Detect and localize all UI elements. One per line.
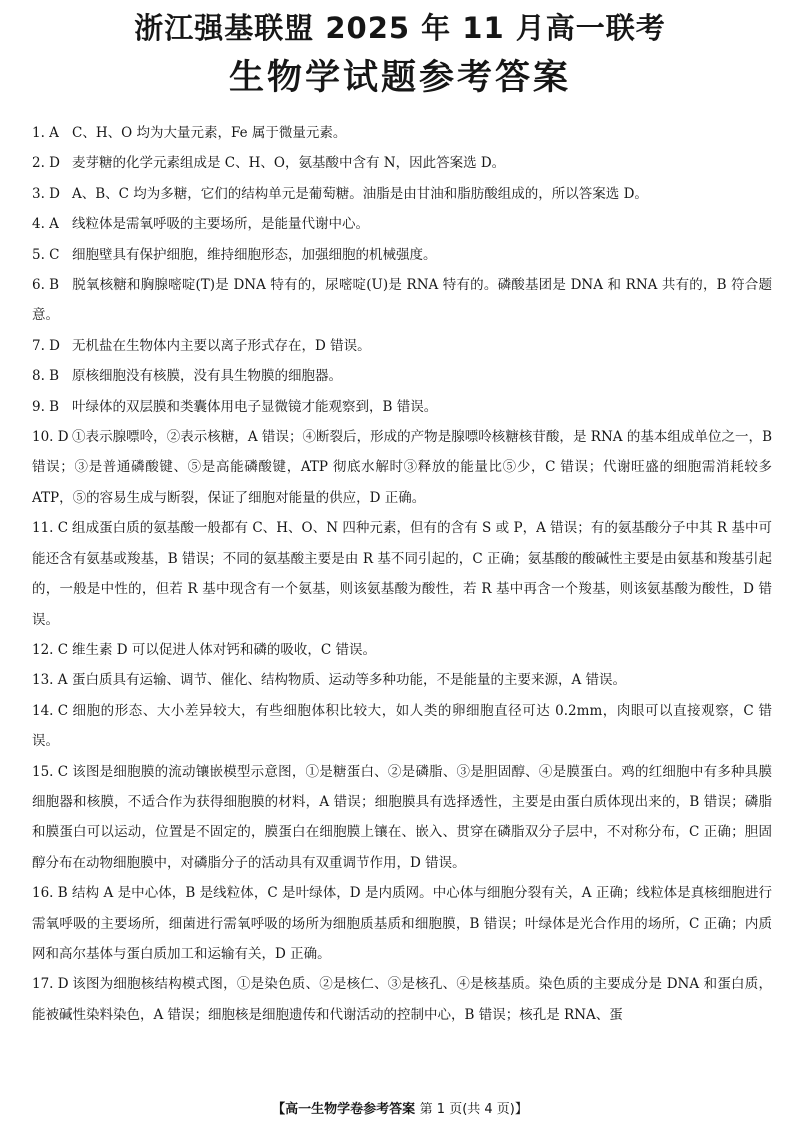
answer-key-title: 生物学试题参考答案: [228, 58, 571, 98]
answer-explanation: 线粒体是需氧呼吸的主要场所，是能量代谢中心。: [72, 216, 369, 233]
answer-number: 5. C: [32, 246, 60, 263]
answer-number: 3. D: [32, 185, 60, 202]
answer-explanation: A、B、C 均为多糖，它们的结构单元是葡萄糖。油脂是由甘油和脂肪酸组成的，所以答案选 D。: [72, 185, 648, 202]
answer-item-8: [32, 361, 772, 391]
answer-number: 14. C: [32, 702, 69, 719]
answer-number: 17. D: [32, 976, 69, 993]
answer-item-14: [32, 696, 772, 757]
answer-item-16: [32, 878, 772, 969]
answer-number: 15. C: [32, 763, 69, 780]
answer-explanation: 细胞的形态、大小差异较大，有些细胞体积比较大，如人类的卵细胞直径可达 0.2mm，肉眼可以直接观察，C 错误。: [32, 702, 772, 750]
answer-item-15: [32, 757, 772, 879]
answer-number: 10. D: [32, 429, 69, 446]
answer-item-10: [32, 422, 772, 513]
footer-label: 【高一生物学卷参考答案: [272, 1102, 416, 1117]
answer-item-2: [32, 148, 772, 178]
exam-title: 浙江强基联盟 2025 年 11 月高一联考: [134, 11, 666, 45]
answer-item-4: [32, 209, 772, 239]
answer-item-9: [32, 392, 772, 422]
answer-number: 7. D: [32, 337, 60, 354]
answer-item-1: [32, 118, 772, 148]
answer-number: 11. C: [32, 520, 69, 537]
answer-explanation: 叶绿体的双层膜和类囊体用电子显微镜才能观察到，B 错误。: [72, 398, 438, 415]
answer-explanation: 该图是细胞膜的流动镶嵌模型示意图，①是糖蛋白、②是磷脂、③是胆固醇、④是膜蛋白。鸡的红细胞中有多种具膜细胞器和核膜，不适合作为获得细胞膜的材料，A 错误；细胞膜具有选择透性，主要是由蛋白质体现出来的，B 错误；磷脂和膜蛋白可以运动，位置是不固定的，膜蛋白在细胞膜上镶在、嵌入、贯穿在磷脂双分子层中，不对称分布，C 正确；胆固醇分布在动物细胞膜中，对磷脂分子的活动具有双重调节作用，D 错误。: [32, 763, 772, 871]
answer-number: 1. A: [32, 125, 59, 141]
answer-item-6: [32, 270, 772, 331]
answer-explanation: 细胞壁具有保护细胞，维持细胞形态，加强细胞的机械强度。: [72, 246, 437, 263]
answer-explanation: 麦芽糖的化学元素组成是 C、H、O，氨基酸中含有 N，因此答案选 D。: [72, 155, 506, 172]
answer-item-12: [32, 635, 772, 665]
answer-explanation: 组成蛋白质的氨基酸一般都有 C、H、O、N 四种元素，但有的含有 S 或 P，A 错误；有的氨基酸分子中其 R 基中可能还含有氨基或羧基，B 错误；不同的氨基酸主要是由 R 基不同引起的，C 正确；氨基酸的酸碱性主要是由氨基和羧基引起的，一般是中性的，但若 R 基中现含有一个氨基，则该氨基酸为酸性，若 R 基中再含一个羧基，则该氨基酸为酸性，D 错误。: [32, 520, 772, 628]
answer-number: 12. C: [32, 641, 69, 658]
answer-item-17: [32, 969, 772, 1030]
page-footer: [0, 1100, 800, 1120]
answer-item-3: [32, 179, 772, 209]
answer-number: 2. D: [32, 155, 60, 172]
answer-explanation: 该图为细胞核结构模式图，①是染色质、②是核仁、③是核孔、④是核基质。染色质的主要成分是 DNA 和蛋白质，能被碱性染料染色，A 错误；细胞核是细胞遗传和代谢活动的控制中心，B 错误；核孔是 RNA、蛋: [32, 976, 772, 1023]
answer-number: 8. B: [32, 368, 60, 385]
answer-explanation: 结构 A 是中心体，B 是线粒体，C 是叶绿体，D 是内质网。中心体与细胞分裂有关，A 正确；线粒体是真核细胞进行需氧呼吸的主要场所，细菌进行需氧呼吸的场所为细胞质基质和细胞膜，B 错误；叶绿体是光合作用的场所，C 正确；内质网和高尔基体与蛋白质加工和运输有关，D 正确。: [32, 885, 772, 962]
answer-number: 4. A: [32, 216, 59, 233]
answer-explanation: 蛋白质具有运输、调节、催化、结构物质、运动等多种功能，不是能量的主要来源，A 错误。: [72, 672, 627, 689]
answer-explanation: ①表示腺嘌呤，②表示核糖，A 错误；④断裂后，形成的产物是腺嘌呤核糖核苷酸，是 RNA 的基本组成单位之一，B 错误；③是普通磷酸键、⑤是高能磷酸键，ATP 彻底水解时③释放的能量比⑤少，C 错误；代谢旺盛的细胞需消耗较多 ATP，⑤的容易生成与断裂，保证了细胞对能量的供应，D 正确。: [32, 429, 772, 506]
answer-explanation: 维生素 D 可以促进人体对钙和磷的吸收，C 错误。: [72, 641, 377, 658]
answer-explanation: 原核细胞没有核膜，没有具生物膜的细胞器。: [72, 368, 342, 385]
answer-list: [32, 118, 772, 1030]
answer-number: 16. B: [32, 885, 68, 902]
answer-number: 9. B: [32, 398, 60, 415]
answer-explanation: C、H、O 均为大量元素，Fe 属于微量元素。: [72, 125, 347, 141]
answer-item-13: [32, 665, 772, 695]
answer-item-11: [32, 513, 772, 635]
answer-explanation: 无机盐在生物体内主要以离子形式存在，D 错误。: [72, 337, 371, 354]
answer-explanation: 脱氧核糖和胸腺嘧啶(T)是 DNA 特有的，尿嘧啶(U)是 RNA 特有的。磷酸基团是 DNA 和 RNA 共有的，B 符合题意。: [32, 277, 772, 324]
answer-number: 6. B: [32, 277, 60, 294]
answer-item-5: [32, 240, 772, 270]
page-number: 第 1 页(共 4 页)】: [419, 1102, 528, 1117]
answer-number: 13. A: [32, 672, 68, 689]
answer-item-7: [32, 331, 772, 361]
